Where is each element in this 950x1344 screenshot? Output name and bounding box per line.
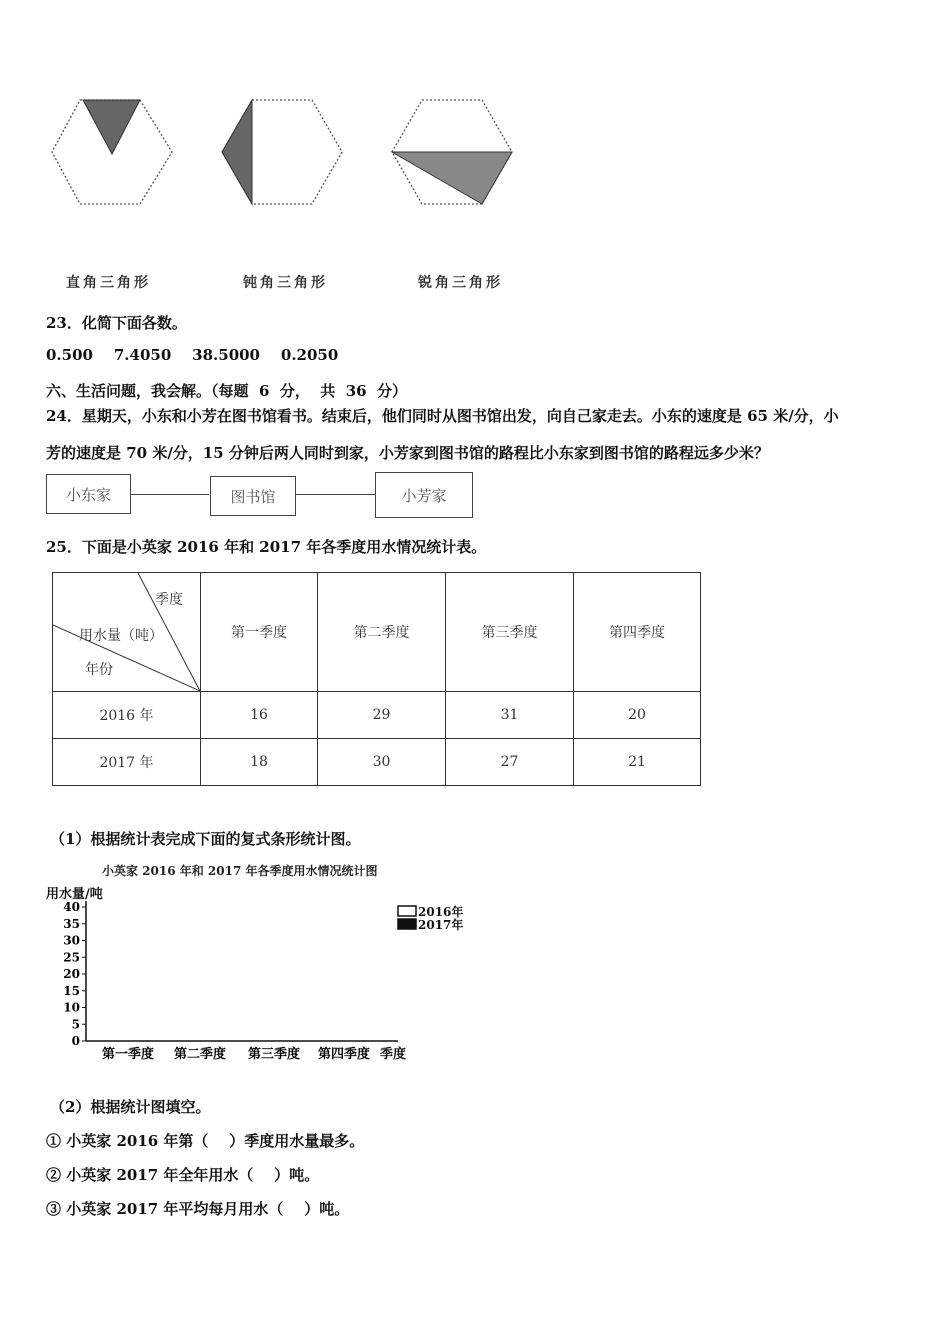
fill-blank-1: ① 小英家 2016 年第（ ）季度用水量最多。 bbox=[46, 1132, 365, 1150]
x-tick-label: 第一季度 bbox=[101, 1047, 155, 1062]
legend-2017-label: 2017年 bbox=[418, 918, 464, 932]
chart-y-axis-label: 用水量/吨 bbox=[46, 887, 103, 902]
legend-2016-label: 2016年 bbox=[418, 905, 464, 919]
x-tick-label: 第三季度 bbox=[247, 1047, 301, 1062]
table-row bbox=[53, 739, 701, 786]
corner-label-usage: 用水量（吨） bbox=[79, 628, 163, 644]
table-corner-cell bbox=[53, 573, 201, 692]
cell-2017-q4: 21 bbox=[574, 739, 701, 786]
q24-line2: 芳的速度是 70 米/分，15 分钟后两人同时到家，小芳家到图书馆的路程比小东家到图书馆的路程远多少米？ bbox=[46, 444, 769, 462]
fill-blank-3: ③ 小英家 2017 年平均每月用水（ ）吨。 bbox=[46, 1200, 350, 1218]
hexagon-obtuse-triangle bbox=[222, 100, 342, 204]
y-tick-label: 15 bbox=[63, 983, 80, 998]
chart-y-ticks bbox=[63, 900, 86, 1048]
box-library: 图书馆 bbox=[210, 476, 296, 516]
chart-title: 小英家 2016 年和 2017 年各季度用水情况统计图 bbox=[102, 864, 378, 878]
y-tick-label: 10 bbox=[63, 1000, 80, 1015]
cell-2016-q2: 29 bbox=[318, 692, 446, 739]
cell-2016-q4: 20 bbox=[574, 692, 701, 739]
box-xiaodong-home: 小东家 bbox=[46, 474, 131, 514]
route-line-left bbox=[129, 494, 209, 495]
hexagon-acute-triangle bbox=[392, 100, 512, 204]
hexagon-right-triangle bbox=[52, 100, 172, 204]
x-tick-label: 第四季度 bbox=[317, 1047, 371, 1062]
legend-2017-swatch bbox=[398, 919, 416, 929]
water-usage-bar-chart bbox=[40, 855, 480, 1070]
cell-2017-q2: 30 bbox=[318, 739, 446, 786]
header-q4: 第四季度 bbox=[574, 573, 701, 692]
q25-title: 25．下面是小英家 2016 年和 2017 年各季度用水情况统计表。 bbox=[46, 538, 487, 556]
y-tick-label: 35 bbox=[63, 916, 80, 931]
y-tick-label: 30 bbox=[63, 933, 80, 948]
caption-acute-triangle: 锐角三角形 bbox=[418, 275, 503, 291]
q24-route-diagram bbox=[46, 470, 476, 520]
x-tick-label: 第二季度 bbox=[173, 1047, 227, 1062]
q25-part1: （1）根据统计表完成下面的复式条形统计图。 bbox=[50, 830, 361, 848]
cell-2017-q3: 27 bbox=[446, 739, 574, 786]
q23-title: 23．化简下面各数。 bbox=[46, 314, 187, 332]
q23-numbers: 0.500 7.4050 38.5000 0.2050 bbox=[46, 346, 339, 364]
row-year-2017: 2017 年 bbox=[53, 739, 201, 786]
y-tick-label: 40 bbox=[63, 900, 80, 914]
caption-obtuse-triangle: 钝角三角形 bbox=[243, 275, 328, 291]
cell-2016-q1: 16 bbox=[201, 692, 318, 739]
y-tick-label: 5 bbox=[71, 1017, 80, 1032]
cell-2016-q3: 31 bbox=[446, 692, 574, 739]
legend-2016-swatch bbox=[398, 906, 416, 916]
corner-label-quarter: 季度 bbox=[155, 592, 183, 608]
route-line-right bbox=[294, 494, 376, 495]
table-row bbox=[53, 692, 701, 739]
q24-line1: 24．星期天，小东和小芳在图书馆看书。结束后，他们同时从图书馆出发，向自己家走去。小东的速度是 65 米/分，小 bbox=[46, 407, 839, 425]
caption-right-triangle: 直角三角形 bbox=[66, 275, 151, 291]
hexagon-figures bbox=[40, 90, 540, 220]
header-q3: 第三季度 bbox=[446, 573, 574, 692]
y-tick-label: 0 bbox=[71, 1034, 80, 1048]
chart-x-axis-label: 季度 bbox=[380, 1047, 407, 1062]
corner-label-year: 年份 bbox=[85, 662, 113, 678]
box-xiaofang-home: 小芳家 bbox=[375, 472, 473, 518]
y-tick-label: 20 bbox=[63, 967, 80, 981]
fill-blank-2: ② 小英家 2017 年全年用水（ ）吨。 bbox=[46, 1166, 320, 1184]
table-header-row bbox=[53, 573, 701, 692]
water-usage-table bbox=[52, 572, 701, 786]
cell-2017-q1: 18 bbox=[201, 739, 318, 786]
section6-title: 六、生活问题，我会解。（每题 6 分， 共 36 分） bbox=[46, 382, 408, 400]
y-tick-label: 25 bbox=[63, 950, 80, 965]
row-year-2016: 2016 年 bbox=[53, 692, 201, 739]
header-q1: 第一季度 bbox=[201, 573, 318, 692]
chart-x-ticks bbox=[102, 1046, 370, 1062]
q25-part2: （2）根据统计图填空。 bbox=[50, 1098, 211, 1116]
header-q2: 第二季度 bbox=[318, 573, 446, 692]
